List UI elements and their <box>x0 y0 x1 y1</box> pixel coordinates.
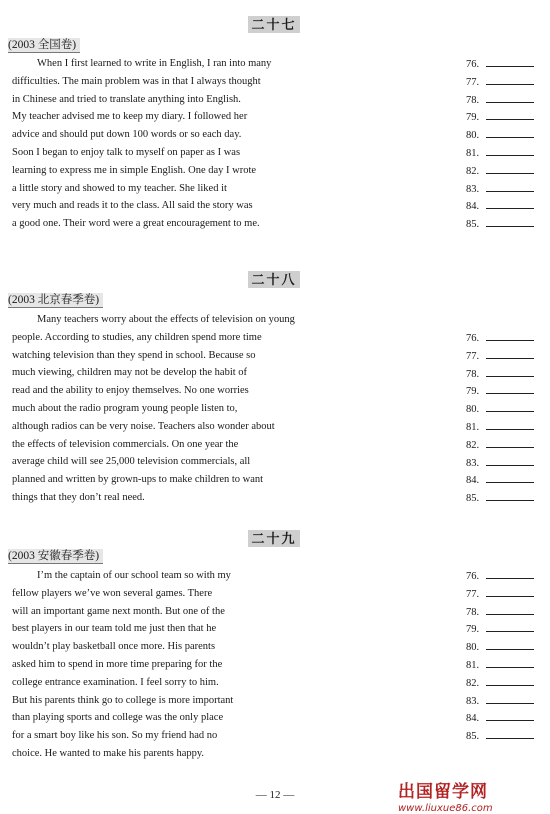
answer-row <box>466 471 540 489</box>
watermark-text: 出国留学网 <box>398 782 488 802</box>
passage-line: learning to express me in simple English. One day I wrote <box>12 164 257 176</box>
answer-row <box>466 382 540 400</box>
answer-blank-line[interactable] <box>486 471 534 483</box>
answer-row <box>466 567 540 585</box>
passage-line: best players in our team told me just then that he <box>12 623 217 635</box>
answer-blank-line[interactable] <box>486 709 534 721</box>
passage-line: things that they don’t real need. <box>12 491 145 503</box>
answer-row <box>466 656 540 674</box>
answer-row <box>466 709 540 727</box>
answer-blank-line[interactable] <box>486 162 534 174</box>
answer-number: 85. <box>466 493 480 505</box>
answer-number: 82. <box>466 677 480 689</box>
answer-number: 84. <box>466 201 480 213</box>
passage-line: a good one. Their word were a great encouragement to me. <box>12 218 260 230</box>
passage-line: planned and written by grown-ups to make children to want <box>12 474 264 486</box>
answer-row <box>466 197 540 215</box>
answer-number: 81. <box>466 147 480 159</box>
passage-line: But his parents think go to college is more important <box>12 694 234 706</box>
answer-row <box>466 727 540 745</box>
source-label: (2003 北京春季卷) <box>8 293 103 308</box>
passage-text <box>12 311 352 507</box>
answer-blank-line[interactable] <box>486 197 534 209</box>
answer-row <box>466 73 540 91</box>
answer-blank-line[interactable] <box>486 55 534 67</box>
passage-line: difficulties. The main problem was in that I always thought <box>12 75 261 87</box>
answer-blank-line[interactable] <box>486 454 534 466</box>
passage-line: much viewing, children may not be develop the habit of <box>12 367 248 379</box>
answer-row <box>466 454 540 472</box>
answer-blank-line[interactable] <box>486 180 534 192</box>
answer-number: 78. <box>466 368 480 380</box>
answer-row <box>466 126 540 144</box>
passage-line: When I first learned to write in English, I ran into many <box>37 58 272 69</box>
answer-row <box>466 108 540 126</box>
answer-blank-line[interactable] <box>486 674 534 686</box>
answer-blank-line[interactable] <box>486 91 534 103</box>
answer-number: 77. <box>466 350 480 362</box>
passage-line: very much and reads it to the class. All said the story was <box>12 200 253 212</box>
answer-number: 77. <box>466 588 480 600</box>
answer-number: 79. <box>466 386 480 398</box>
source-label: (2003 安徽春季卷) <box>8 549 103 564</box>
answer-number: 83. <box>466 457 480 469</box>
passage-line: much about the radio program young people listen to, <box>12 402 238 414</box>
answer-row <box>466 55 540 73</box>
section-title-29: 二十九 <box>248 530 300 547</box>
passage-line: in Chinese and tried to translate anything into English. <box>12 93 241 105</box>
answer-number: 83. <box>466 183 480 195</box>
answer-blank-line[interactable] <box>486 73 534 85</box>
answer-row <box>466 489 540 507</box>
passage-line: although radios can be very noise. Teachers also wonder about <box>12 420 275 432</box>
answer-row <box>466 692 540 710</box>
answer-blank-line[interactable] <box>486 126 534 138</box>
answer-number: 79. <box>466 112 480 124</box>
source-label: (2003 全国卷) <box>8 38 80 53</box>
answer-number: 83. <box>466 695 480 707</box>
answer-number: 77. <box>466 76 480 88</box>
answer-number: 79. <box>466 624 480 636</box>
answer-number: 85. <box>466 219 480 231</box>
section-title-28: 二十八 <box>248 271 300 288</box>
answer-row <box>466 585 540 603</box>
passage-line: advice and should put down 100 words or so each day. <box>12 129 242 141</box>
answer-blank-line[interactable] <box>486 382 534 394</box>
answer-blanks <box>466 55 540 233</box>
answer-blank-line[interactable] <box>486 108 534 120</box>
answer-row <box>466 329 540 347</box>
passage-line: choice. He wanted to make his parents happy. <box>12 747 205 759</box>
passage-line: read and the ability to enjoy themselves. No one worries <box>12 385 249 397</box>
answer-row <box>466 418 540 436</box>
page-number: — 12 — <box>255 789 295 801</box>
answer-blank-line[interactable] <box>486 603 534 615</box>
answer-row <box>466 674 540 692</box>
answer-number: 80. <box>466 130 480 142</box>
passage-line: asked him to spend in more time preparing for the <box>12 658 223 670</box>
answer-blank-line[interactable] <box>486 638 534 650</box>
passage-line: the effects of television commercials. On one year the <box>12 438 239 450</box>
answer-blank-line[interactable] <box>486 727 534 739</box>
passage-line: watching television than they spend in school. Because so <box>12 349 256 361</box>
answer-blank-line[interactable] <box>486 400 534 412</box>
answer-number: 80. <box>466 404 480 416</box>
passage-line: fellow players we’ve won several games. There <box>12 587 213 599</box>
answer-blank-line[interactable] <box>486 329 534 341</box>
answer-blank-line[interactable] <box>486 692 534 704</box>
answer-number: 81. <box>466 421 480 433</box>
answer-blank-line[interactable] <box>486 418 534 430</box>
passage-text <box>12 55 352 233</box>
answer-number: 78. <box>466 94 480 106</box>
answer-number: 76. <box>466 571 480 582</box>
answer-blank-line[interactable] <box>486 436 534 448</box>
passage-line: a little story and showed to my teacher. She liked it <box>12 182 227 194</box>
answer-row <box>466 603 540 621</box>
answer-row <box>466 436 540 454</box>
answer-blank-line[interactable] <box>486 347 534 359</box>
answer-blanks <box>466 329 540 507</box>
answer-number: 76. <box>466 59 480 70</box>
answer-row <box>466 144 540 162</box>
answer-row <box>466 347 540 365</box>
answer-row <box>466 638 540 656</box>
passage-line: will an important game next month. But one of the <box>12 605 225 617</box>
answer-row <box>466 215 540 233</box>
answer-number: 82. <box>466 439 480 451</box>
answer-number: 84. <box>466 475 480 487</box>
answer-row <box>466 91 540 109</box>
passage-text <box>12 567 352 763</box>
answer-row <box>466 180 540 198</box>
passage-line: I’m the captain of our school team so with my <box>37 570 231 581</box>
answer-blanks <box>466 567 540 745</box>
answer-number: 81. <box>466 659 480 671</box>
section-title-27: 二十七 <box>248 16 300 33</box>
answer-blank-line[interactable] <box>486 215 534 227</box>
answer-number: 80. <box>466 642 480 654</box>
answer-blank-line[interactable] <box>486 489 534 501</box>
passage-line: people. According to studies, any children spend more time <box>12 331 262 343</box>
answer-row <box>466 365 540 383</box>
passage-line: than playing sports and college was the only place <box>12 712 224 724</box>
answer-row <box>466 162 540 180</box>
passage-line: college entrance examination. I feel sorry to him. <box>12 676 219 688</box>
watermark-logo <box>398 777 548 814</box>
answer-blank-line[interactable] <box>486 144 534 156</box>
answer-blank-line[interactable] <box>486 365 534 377</box>
answer-row <box>466 400 540 418</box>
answer-number: 82. <box>466 165 480 177</box>
passage-line: wouldn’t play basketball once more. His parents <box>12 641 216 653</box>
passage-line: Many teachers worry about the effects of television on young <box>37 314 295 325</box>
answer-blank-line[interactable] <box>486 585 534 597</box>
answer-number: 85. <box>466 731 480 743</box>
answer-row <box>466 620 540 638</box>
passage-line: for a smart boy like his son. So my friend had no <box>12 730 218 742</box>
answer-number: 76. <box>466 333 480 344</box>
answer-blank-line[interactable] <box>486 567 534 579</box>
answer-number: 78. <box>466 606 480 618</box>
passage-line: average child will see 25,000 television commercials, all <box>12 456 251 468</box>
answer-number: 84. <box>466 713 480 725</box>
answer-blank-line[interactable] <box>486 620 534 632</box>
passage-line: My teacher advised me to keep my diary. I followed her <box>12 111 248 123</box>
passage-line: Soon I began to enjoy talk to myself on paper as I was <box>12 146 241 158</box>
answer-blank-line[interactable] <box>486 656 534 668</box>
watermark-url: www.liuxue86.com <box>398 803 493 814</box>
